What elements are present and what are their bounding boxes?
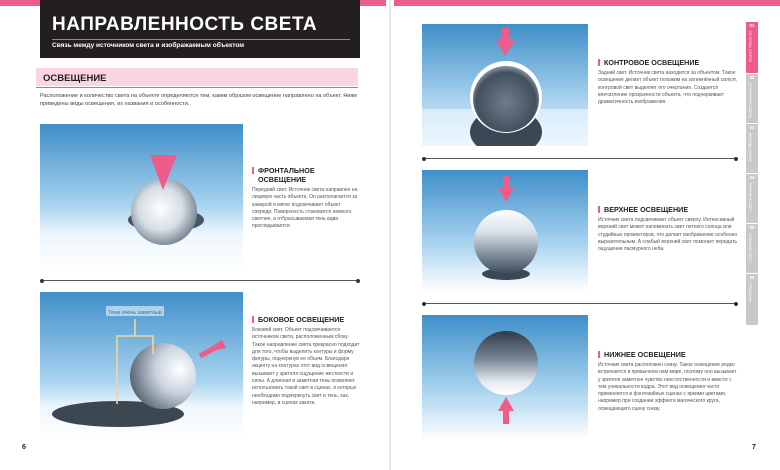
back-caption bbox=[598, 58, 738, 106]
divider bbox=[42, 280, 358, 281]
page-subtitle: Связь между источником света и изображаемым объектом bbox=[52, 42, 245, 49]
frontal-title: ФРОНТАЛЬНОЕ ОСВЕЩЕНИЕ bbox=[252, 166, 362, 184]
back-title: КОНТРОВОЕ ОСВЕЩЕНИЕ bbox=[598, 58, 738, 67]
chapter-tab[interactable]: 05 ОСОБЫЙ СВЕТ bbox=[746, 224, 758, 274]
side-caption bbox=[252, 315, 362, 407]
side-light-illustration bbox=[40, 292, 243, 440]
divider bbox=[424, 158, 736, 159]
back-light-illustration bbox=[422, 24, 588, 146]
frontal-caption bbox=[252, 166, 362, 231]
divider bbox=[424, 303, 736, 304]
bottom-light-illustration bbox=[422, 315, 588, 440]
top-accent-bar-right bbox=[394, 0, 780, 6]
section-heading-label: ОСВЕЩЕНИЕ bbox=[43, 73, 107, 84]
chapter-tab[interactable]: 01 ОСНОВЫ СВЕТА bbox=[746, 22, 758, 74]
chapter-tab[interactable]: 04 ВРЕМЯ И СВЕТ bbox=[746, 174, 758, 224]
chapter-tab[interactable]: 02 СТРУКТУРА СВЕТА bbox=[746, 74, 758, 124]
frontal-text: Передний свет. Источник света направлен на лицевую часть объекта. Он располагается за камерой и мягко подсвечивает объект спереди. Поверхность становится немного светлее, а отбрасываемая тень едва проглядывается. bbox=[252, 187, 358, 230]
top-text: Источник света подсвечивает объект сверху. Интенсивный верхний свет может напоминать свет летнего солнца или студийных прожекторов, что делает изображение особенно выразительным. А слабый верхний свет помогает передать ощущение пасмурного неба. bbox=[598, 217, 738, 253]
side-text: Боковой свет. Объект подсвечивается источником света, расположенным сбоку. Такое направление света прекрасно подходит для того, чтобы выделить контуры и форму фигуры, подчеркнув ее объем. Благодаря акценту на контурах этот вид освещения вызывает у зрителя ощущение жесткости и силы. А длинная и заметная тень позволяет использовать такой свет в сценах, в которых необходимо подчеркнуть свет и тень, как, например, в сценах заката. bbox=[252, 327, 360, 406]
page-number-left: 6 bbox=[22, 444, 26, 451]
chapter-tab[interactable]: 03 МЕТОДЫ ТЕНИ bbox=[746, 124, 758, 174]
side-light-annotation: Тени очень заметные bbox=[108, 310, 162, 316]
bottom-caption bbox=[598, 350, 738, 413]
top-caption bbox=[598, 205, 738, 253]
title-block bbox=[40, 0, 360, 58]
page-gutter bbox=[389, 0, 391, 470]
side-title: БОКОВОЕ ОСВЕЩЕНИЕ bbox=[252, 315, 362, 324]
page-title: НАПРАВЛЕННОСТЬ СВЕТА bbox=[52, 14, 318, 35]
bottom-title: НИЖНЕЕ ОСВЕЩЕНИЕ bbox=[598, 350, 738, 359]
bottom-text: Источник света расположен снизу. Такое освещение редко встречается в привычном нам мире, поэтому оно вызывает у зрителя заметное чувство неестественности и вместе с тем уникальности кадра. Этот вид освещения часто применяется в фэнтезийных сценах с яркими цветами, например при создании эффекта магического круга, освещающего сцену снизу. bbox=[598, 362, 737, 412]
chapter-tab[interactable]: 06 ПРАКТИКА bbox=[746, 274, 758, 326]
page-number-right: 7 bbox=[752, 444, 756, 451]
top-title: ВЕРХНЕЕ ОСВЕЩЕНИЕ bbox=[598, 205, 738, 214]
back-text: Задний свет. Источник света находится за объектом. Такое освещение делает объект похожим на затемнённый силуэт, контровой свет выделяет его очертания. Создается впечатление прозрачности объекта, что подчеркивает драматичность изображения. bbox=[598, 70, 738, 106]
frontal-light-illustration bbox=[40, 124, 243, 272]
title-underline bbox=[52, 39, 350, 40]
top-light-illustration bbox=[422, 170, 588, 292]
section-heading bbox=[36, 68, 358, 86]
section-underline bbox=[36, 87, 358, 88]
intro-paragraph: Расположение и количество света на объекте определяются тем, каким образом освещение направлено на объект. Ниже приведены виды освещения, их названия и особенности. bbox=[40, 93, 358, 107]
